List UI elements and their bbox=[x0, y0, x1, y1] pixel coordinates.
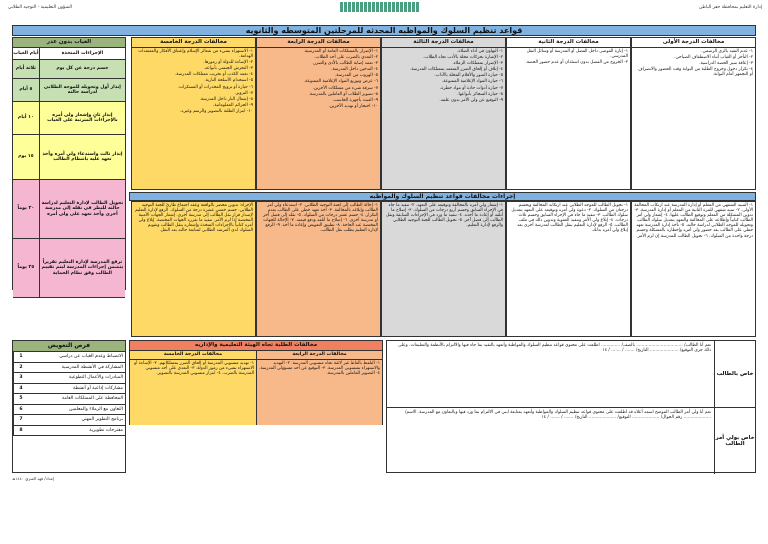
level-item: ١- التهاون في أداء الصلاة. bbox=[456, 49, 503, 54]
level-item: ١٠- احتجاز أو تهديد الآخرين. bbox=[328, 103, 378, 109]
compensation-item: المبادرات والأعمال التطوعية bbox=[69, 375, 123, 380]
staff-level4 bbox=[256, 351, 382, 425]
absence-action: إنذار ثالث واستدعاء ولي أمره وأخذ تعهد عليه بانتظام الطالب bbox=[39, 135, 125, 179]
absence-action: حسم درجة عن كل يوم bbox=[39, 60, 125, 78]
level-item: ٧- سرقة شيء من ممتلكات الآخرين. bbox=[312, 85, 378, 91]
compensation-row bbox=[13, 415, 125, 426]
level-item: ٣- التحرش الجنسي بأنواعه. bbox=[203, 66, 253, 72]
compensation-row bbox=[13, 363, 125, 374]
footer-credit: إعداد/ فهد العنزي ١٤٤٠هـ bbox=[12, 476, 55, 481]
level-item: ١- الاستهزاء بشيء من شعائر الإسلام وإعتناق الأفكار والمعتقدات الهدامة. bbox=[138, 49, 253, 60]
level-item: ٧- التزوير. bbox=[234, 90, 253, 96]
compensation-panel bbox=[12, 340, 126, 473]
compensation-row bbox=[13, 405, 125, 416]
level-item: ٦- حيازة المواد الإعلامية الممنوعة. bbox=[441, 79, 503, 85]
absence-row bbox=[13, 135, 125, 180]
absence-row bbox=[13, 60, 125, 79]
level-item: ٤- تعمد الكذب أو تخريب ممتلكات المدرسة. bbox=[174, 72, 253, 78]
compensation-row bbox=[13, 384, 125, 395]
compensation-item: برنامج التطوير المهني bbox=[81, 417, 123, 422]
level-item: ٦- حيازة أو ترويج المخدرات أو المسكرات. bbox=[177, 84, 253, 90]
compensation-number: 2 bbox=[13, 363, 28, 373]
absence-days: ٢٠ يوماً bbox=[17, 206, 35, 212]
header-left-text: الشؤون التعليمية - التوجيه الطلابي bbox=[8, 5, 73, 10]
staff-violations-panel bbox=[129, 340, 383, 425]
level-item: ٩- العبث بأجهزة الحاسب. bbox=[332, 97, 378, 103]
absence-days: ١٥ يوم bbox=[18, 154, 34, 160]
level-item: ٤- إتلاف أو إلحاق الضرر المتعمد بممتلكات المدرسة. bbox=[410, 67, 503, 73]
absence-col-days: أيام الغياب bbox=[13, 50, 39, 56]
level-item: ٢- التعدي بالضرب على أحد الطلاب. bbox=[314, 55, 378, 61]
header-right-text: إدارة التعليم بمحافظة حفر الباطن bbox=[698, 5, 762, 10]
level-item: ٥- الهروب من المدرسة. bbox=[334, 73, 378, 79]
level-column-4 bbox=[256, 37, 381, 190]
level-item: ٥- حيازة الصور والأفلام المخلة بالآداب. bbox=[434, 73, 503, 79]
absence-days: ١٠ أيام bbox=[17, 115, 34, 121]
compensation-item: التعاون مع الزملاء والمعلمين bbox=[69, 406, 123, 412]
compensation-number: 1 bbox=[13, 352, 28, 362]
compensation-row bbox=[13, 373, 125, 384]
level-item: ٢- الإساءة للدولة أو رموزها. bbox=[203, 60, 253, 66]
compensation-number: 5 bbox=[13, 394, 28, 404]
compensation-row bbox=[13, 426, 125, 437]
level-item: ٨- حيازة السجائر بأنواعها. bbox=[457, 91, 503, 97]
level-item: ٨- إشعال النار داخل المدرسة. bbox=[199, 96, 253, 102]
compensation-item: مشاركات إذاعية أو أنشطة bbox=[72, 385, 123, 391]
compensation-row bbox=[13, 352, 125, 363]
level-item: ٩- التوقيع عن ولي الأمر بدون علمه. bbox=[439, 97, 503, 103]
level-item: ٢- التأخر أو الغياب أثناء الاصطفاف الصباحي. bbox=[674, 55, 753, 61]
level-column-5 bbox=[131, 37, 256, 190]
level-item: ٣- الإضرار بممتلكات الزملاء. bbox=[452, 61, 503, 67]
level-column-2 bbox=[506, 37, 631, 190]
level-column-3 bbox=[381, 37, 506, 190]
absence-rows bbox=[13, 60, 125, 298]
level-item: ١- إثارة الفوضى داخل الفصل أو المدرسة أو وسائل النقل المدرسي. bbox=[526, 49, 628, 60]
absence-days: ٢٥ يوماً bbox=[17, 265, 35, 271]
absence-days: ٥ أيام bbox=[19, 87, 33, 93]
procedure-text: ١- إشعار ولي أمره بالمخالفة وتوقيعه على التعهد. ٢- تنفيذ ما جاء في الإجراء السابق وحسم أربع درجات من السلوك. ٣- إصلاح ما أتلفه أو إعادة ما أخذه. ٤- تنفيذ ما ورد في الإجراءات السابقة ونقل الطالب إلى فصل آخر. ٥- تحويل الطالب للجنة التوجيه الطلابي والرفع لإدارة التعليم. bbox=[385, 203, 503, 229]
level-item: ٣- إعاقة سير الحصة الدراسية. bbox=[699, 61, 753, 67]
level-column-1 bbox=[631, 37, 756, 190]
procedure-text: الإجراء: تدوين محضر بالواقعة وعقد اجتماع طارئ للجنة التوجيه الطلابي. حسم خمس عشرة درجة من السلوك. الرفع لإدارة التعليم لإصدار قرار نقل الطالب إلى مدرسة أخرى. إشعار الجهات الأمنية المختصة إذا لزم الأمر. تنفيذ ما تقرره الجهات المختصة. إبلاغ ولي أمره كتابياً بالإجراءات المتخذة وإشعاره بنقل الطالب وتقويم السلوك لدى المرشد الطلابي لمتابعة حالته بعد النقل. bbox=[135, 203, 253, 234]
page-title: قواعد تنظيم السلوك والمواظبه المحدثه للمرحلتين المتوسطه والثانويه bbox=[12, 25, 756, 36]
absence-subheader bbox=[13, 48, 125, 60]
level-item: ١- عدم التقيد بالزي الرسمي. bbox=[701, 49, 753, 54]
level-item: ٧- حيازة أدوات حادة أو مواد خطرة. bbox=[439, 85, 503, 91]
level-item: ٣- تعمد إصابة الطالب بالأذى والضرر. bbox=[312, 61, 378, 67]
compensation-title: فرص التعويض bbox=[13, 341, 125, 352]
staff-level5 bbox=[130, 351, 256, 425]
compensation-number: 8 bbox=[13, 426, 28, 436]
level-item: ٤- تكرار دخول وخروج الطلبة من البوابة وقت الحضور والانصراف أو التجمهر أمام البوابة. bbox=[638, 67, 753, 78]
procedure-column-1 bbox=[631, 201, 756, 337]
guardian-signature-row bbox=[387, 408, 755, 474]
staff-violations-title: مخالفات الطلبة تجاه الهيئة التعليمية والإداريه bbox=[130, 341, 382, 351]
procedure-column-3 bbox=[381, 201, 506, 337]
level-item: ٢- الإشارة بحركات مخلة بالأدب تجاه الطلاب. bbox=[423, 55, 503, 61]
compensation-number: 3 bbox=[13, 373, 28, 383]
procedure-text: ١- إحالة الطالب إلى لجنة التوجيه الطلابي. ٢- استدعاء ولي أمر الطالب وإبلاغه بالمخالفة. ٣- أخذ تعهد خطي على الطالب بعدم التكرار. ٤- حسم عشر درجات من السلوك. ٥- نقله إلى فصل آخر أو مدرسة أخرى. ٦- إصلاح ما أتلفه ودفع قيمته. ٧- الإحالة للجهات المختصة عند الحاجة. ٨- تطبيق التعويض وإعادة ما أخذ. ٩- الرفع لإدارة التعليم بطلب نقل الطالب. bbox=[263, 203, 378, 234]
level-item: ٥- استخدام الأسلحة النارية. bbox=[204, 78, 253, 84]
staff-level4-text: ١- التلفظ بألفاظ غير لائقة تجاه منسوبي المدرسة. ٢- التهديد والاستهزاء بمنسوبي المدرسة. ٣- التوقيع عن أحد مسؤولي المدرسة. ٤- التصوير للعاملين بالمدرسة. bbox=[259, 361, 380, 377]
guardian-label: خاص بولي أمر الطالب bbox=[714, 408, 755, 474]
level-item: ٢- الخروج من الفصل بدون استئذان أو عدم حضور الحصة. bbox=[525, 60, 628, 66]
compensation-item: مقترحات تطويرية bbox=[89, 427, 123, 433]
staff-level5-title: مخالفات الدرجة الخامسة bbox=[130, 351, 256, 360]
level-title: مخالفات الدرجة الرابعة bbox=[257, 38, 380, 48]
absence-title: الغياب بدون عذر bbox=[13, 38, 125, 48]
compensation-number: 6 bbox=[13, 405, 28, 415]
compensation-item: المشاركة في الأنشطة المدرسية bbox=[61, 364, 123, 370]
procedures-title: إجراءات مخالفات قواعد تنظيم السلوك والمواظبه bbox=[129, 192, 756, 201]
compensation-rows bbox=[13, 352, 125, 436]
absence-row bbox=[13, 180, 125, 239]
level-title: مخالفات الدرجة الثانية bbox=[507, 38, 630, 48]
absence-action: إنذار أول وتحويله للموجه الطلابي لدراسة حالته bbox=[39, 79, 125, 101]
compensation-item: الانضباط وعدم الغياب عن دراسي bbox=[59, 354, 123, 359]
level-item: ٩- الجرائم المعلوماتية. bbox=[213, 102, 253, 108]
staff-level4-title: مخالفات الدرجة الرابعة bbox=[257, 351, 382, 360]
procedure-text: ١- التنبيه الشفهي من المعلم أو إدارة المدرسة عند ارتكاب المخالفة الأولى. ٢- تنبيه شفهي للمرة الثانية من المعلم أو إدارة المدرسة. ٣- تدوين المشكلة من المعلم وتوقيع الطالب عليها. ٤- إشعار ولي أمر الطالب كتابياً وإطلاعه على المخالفة والتعهد بتعديل سلوك الطالب وتحويله للموجه الطلابي لدراسة حالته. ٥- تأخذ إدارة المدرسة تعهد خطي على الطالب بعد حضور ولي أمره وإخطاره بالمشكلة وحسم درجة واحدة من السلوك. ٦- تحويل الطالب للمدرسة إن لزم الأمر. bbox=[634, 203, 753, 239]
level-title: مخالفات الدرجة الأولى bbox=[632, 38, 755, 48]
staff-level5-text: ١- تهديد منسوبي المدرسة أو إلحاق الضرر بممتلكاتهم. ٢- الإساءة أو الاستهزاء بشيء من رموز الدولة. ٣- التعدي على أحد منسوبي المدرسة بالضرب. ٤- ابتزاز منسوبي المدرسة بالتصوير. bbox=[134, 361, 254, 377]
compensation-number: 4 bbox=[13, 384, 28, 394]
procedure-text: ١- تحويل الطالب للموجه الطلابي عند ارتكابه المخالفة ويحسم درجتان من السلوك. ٢- دعوة ولي أمره وتوقيعه على التعهد بتعديل سلوك الطالب. ٣- تنفيذ ما جاء في الإجراء السابق وحسم ثلاث درجات. ٤- إبلاغ ولي الأمر وتنفيذ العقوبة وتدوين ذلك في ملف الطالب. ٥- الرفع لإدارة التعليم بنقل الطالب لمدرسة أخرى بعد إبلاغ ولي أمره بذلك. bbox=[511, 203, 628, 234]
absence-days: ثلاثة أيام bbox=[15, 66, 36, 72]
procedure-column-4 bbox=[256, 201, 381, 337]
ministry-logo bbox=[340, 2, 420, 12]
level-item: ٤- التدخين داخل المدرسة. bbox=[331, 67, 378, 73]
absence-col-actions: الإجراءات المتخذة bbox=[39, 48, 125, 59]
compensation-number: 7 bbox=[13, 415, 28, 425]
compensation-item: المحافظة على الممتلكات العامة bbox=[62, 396, 123, 401]
procedure-column-5 bbox=[131, 201, 256, 337]
absence-action: ترفع المدرسة لإدارة التعليم تقريراً يتضمن إجراءات المدرسة ليتم تقييم الطالب وفق نظام الحماية bbox=[39, 239, 125, 297]
absence-action: تحويل الطالب لإدارة التعليم لدراسة حالته للنظر في نقله إلى مدرسة أخرى وأخذ تعهد على ولي أمره bbox=[39, 180, 125, 238]
level-item: ١- الإضرار بالممتلكات العامة أو المدرسية. bbox=[303, 49, 378, 54]
level-item: ٨- تصوير الطلاب أو العاملين بالمدرسة. bbox=[308, 91, 378, 97]
signature-panel bbox=[386, 340, 756, 473]
level-item: ٦- عرض وتوزيع المواد الإعلامية الممنوعة. bbox=[303, 79, 378, 85]
absence-row bbox=[13, 79, 125, 102]
compensation-row bbox=[13, 394, 125, 405]
procedure-column-2 bbox=[506, 201, 631, 337]
absence-row bbox=[13, 239, 125, 298]
student-label: خاص بالطالب bbox=[714, 341, 755, 407]
page-header bbox=[0, 0, 768, 16]
student-signature-row bbox=[387, 341, 755, 408]
student-pledge-text: نعم أنا الطالب/ .................................. بالصف/ .............. اطلعت على محتوى قواعد تنظيم السلوك والمواظبة وأتعهد بالتقيد بما جاء فيها والالتزام بالأنظمة والتعليمات. وعلى ذلك جرى التوقيع/ ..................... التاريخ/ ....... / ....... / ١٤ bbox=[398, 343, 711, 354]
absence-row bbox=[13, 102, 125, 135]
level-title: مخالفات الدرجة الخامسة bbox=[132, 38, 255, 48]
absence-panel bbox=[12, 37, 126, 290]
level-title: مخالفات الدرجة الثالثة bbox=[382, 38, 505, 48]
guardian-pledge-text: نعم أنا ولي أمر الطالب الموضح اسمه أعلاه قد اطلعت على محتوى قواعد تنظيم السلوك والمواظبة وأتعهد بمتابعة ابني في الالتزام بما ورد فيها وبالتعاون مع المدرسة. الاسم/ .................... رقم الجوال/ .................... التوقيع/ .................... التاريخ/ ....... / ....... / ١٤ bbox=[404, 410, 711, 421]
absence-action: إنذار ثانٍ وإشعار ولي أمره بالإجراءات المترتبة على الغياب bbox=[39, 102, 125, 134]
level-item: ١٠- ابتزاز الطلبة بالتصوير والرسم وغيره. bbox=[179, 108, 253, 114]
